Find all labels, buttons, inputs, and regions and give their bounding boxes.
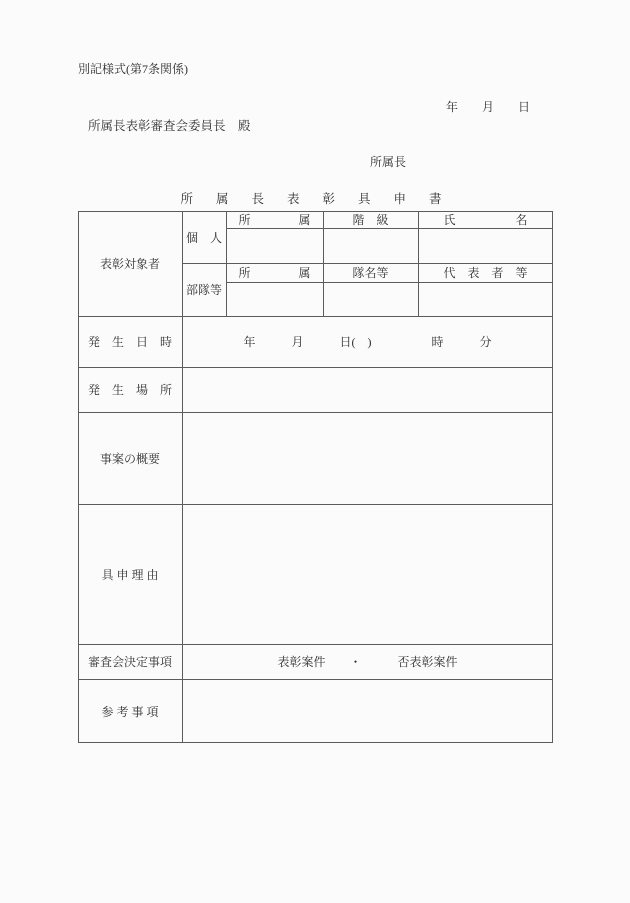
occurrence-datetime-label: 発 生 日 時 — [87, 335, 172, 349]
unit-affiliation-value-cell — [226, 282, 323, 316]
occurrence-datetime-value-cell: 年 月 日( ) 時 分 — [243, 335, 492, 349]
unit-name-header: 隊名等 — [352, 266, 389, 280]
individual-affiliation-header: 所 属 — [238, 213, 311, 227]
board-decision-label: 審査会決定事項 — [87, 655, 172, 669]
occurrence-place-label: 発 生 場 所 — [87, 383, 172, 397]
form-title: 所属長表彰具申書 — [180, 192, 465, 206]
unit-label: 部隊等 — [185, 283, 222, 297]
individual-rank-value-cell — [323, 228, 418, 263]
reference-matters-value-cell — [182, 679, 553, 743]
date-line: 年 月 日 — [446, 100, 531, 114]
award-target-label: 表彰対象者 — [99, 257, 160, 271]
individual-affiliation-value-cell — [226, 228, 323, 263]
addressee-line: 所属長表彰審査会委員長 殿 — [88, 119, 251, 133]
individual-name-value-cell — [418, 228, 553, 263]
case-summary-label: 事案の概要 — [99, 451, 160, 466]
commendation-form-table — [78, 211, 553, 743]
individual-name-header: 氏 名 — [443, 213, 528, 227]
unit-representative-header: 代 表 者 等 — [443, 266, 528, 280]
unit-representative-value-cell — [418, 282, 553, 316]
individual-label: 個 人 — [185, 230, 222, 245]
board-decision-value-cell: 表彰案件 ・ 否表彰案件 — [277, 655, 458, 669]
sender-label: 所属長 — [370, 155, 407, 169]
case-summary-value-cell — [182, 412, 553, 504]
individual-rank-header: 階 級 — [352, 213, 389, 227]
unit-name-value-cell — [323, 282, 418, 316]
report-reason-value-cell — [182, 504, 553, 644]
form-note: 別記様式(第7条関係) — [78, 62, 188, 76]
report-reason-label: 具 申 理 由 — [101, 567, 159, 582]
unit-affiliation-header: 所 属 — [238, 266, 311, 280]
occurrence-place-value-cell — [182, 367, 553, 412]
reference-matters-label: 参 考 事 項 — [101, 704, 159, 719]
